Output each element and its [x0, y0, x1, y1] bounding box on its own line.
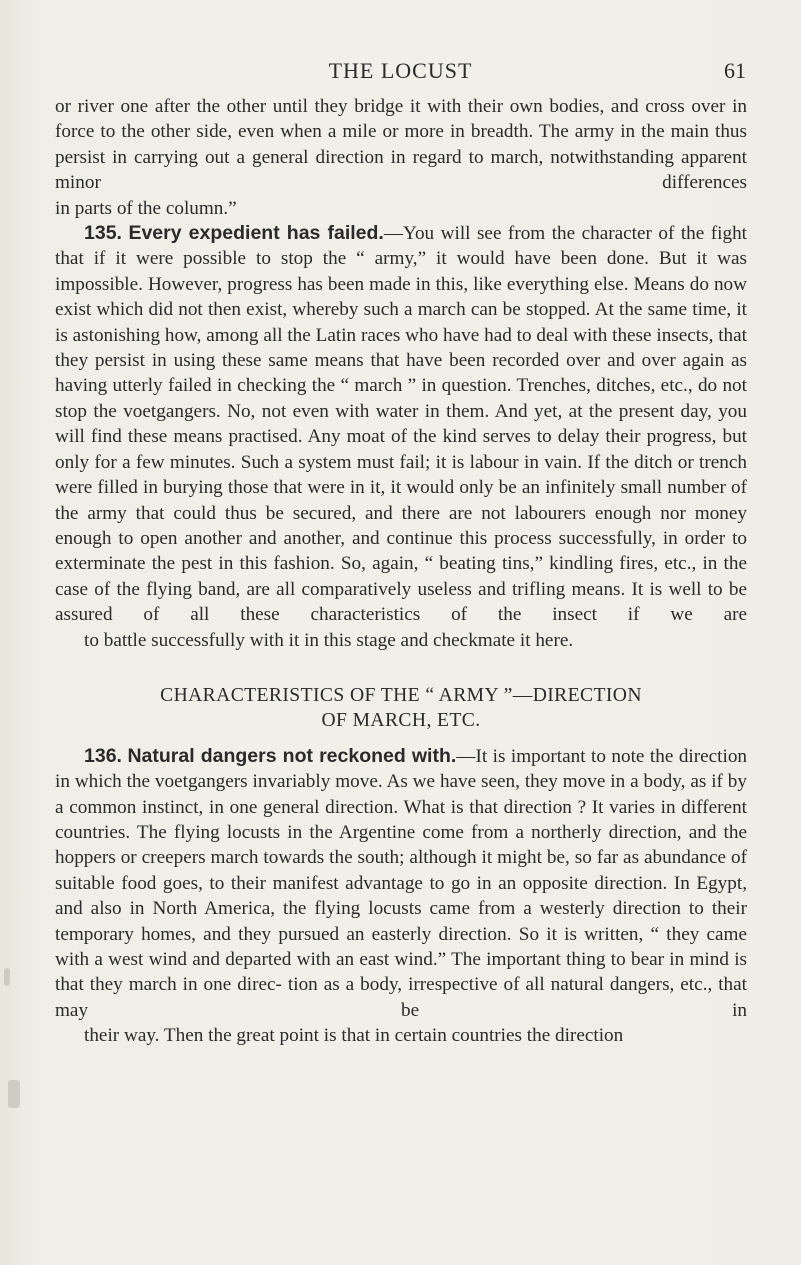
- section-text: —It is important to note the direction in which the voetgangers invariably move. As we have seen, they move in a body, as if by a common instinct, in one general direction. What is that direction ? It varies in different countries. The flying locusts in the Argentine come from a northerly direction, and the hoppers or creepers march towards the south; although it might be, so far as abundance of suitable food goes, to their manifest advantage to go in an opposite direction. In Egypt, and also in North America, the flying locusts came from a westerly direction to their temporary homes, and they pursued an easterly direction. So it is written, “ they came with a west wind and departed with an east wind.” The important thing to bear in mind is that they march in one direc- tion as a body, irrespective of all natural dangers, etc., that may be in: [55, 745, 748, 1021]
- section-title: Natural dangers not reckoned with.: [127, 744, 457, 767]
- subheading-line-2: OF MARCH, ETC.: [321, 710, 481, 732]
- paragraph-text: or river one after the other until they bridge it with their own bodies, and cross over in force to the other side, even when a mile or more in breadth. The army in the main thus persist in carrying out a general direction in regard to march, notwithstanding apparent minor differences: [55, 96, 747, 194]
- section-number: 136.: [84, 744, 122, 767]
- page-number: 61: [724, 58, 746, 83]
- section-135: [55, 221, 747, 653]
- paragraph-last-line: in parts of the column.”: [55, 197, 237, 219]
- body-text: [55, 94, 747, 1049]
- section-title: Every expedient has failed.: [128, 222, 384, 245]
- paragraph-continuation: [55, 94, 747, 221]
- subheading-line-1: CHARACTERISTICS OF THE “ ARMY ”—DIRECTION: [160, 684, 642, 706]
- running-head: [0, 56, 801, 86]
- section-number: 135.: [84, 222, 122, 245]
- running-title: THE LOCUST: [328, 58, 473, 83]
- chapter-subheading: [55, 683, 747, 734]
- section-136: [55, 744, 747, 1049]
- section-last-line: their way. Then the great point is that in certain countries the direction: [84, 1025, 624, 1047]
- section-last-line: to battle successfully with it in this stage and checkmate it here.: [84, 629, 574, 651]
- scan-smudge: [8, 1080, 20, 1108]
- section-text: —You will see from the character of the fight that if it were possible to stop the “ army,” it would have been done. But it was impossible. However, progress has been made in this, like everything else. Means do now exist which did not then exist, whereby such a march can be stopped. At the same time, it is astonishing how, among all the Latin races who have had to deal with these insects, that they persist in using these same means that have been recorded over and over again as having utterly failed in checking the “ march ” in question. Trenches, ditches, etc., do not stop the voetgangers. No, not even with water in them. And yet, at the present day, you will find these means practised. Any moat of the kind serves to delay their progress, but only for a few minutes. Such a system must fail; it is labour in vain. If the ditch or trench were filled in burying those that were in it, it would only be an infinitely small number of the army that could thus be secured, and there are not labourers enough nor money enough to open another and another, and continue this process successfully, in order to exterminate the pest in this fashion. So, again, “ beating tins,” kindling fires, etc., in the case of the flying band, are all comparatively useless and trifling means. It is well to be assured of all these characteristics of the insect if we are: [55, 223, 748, 626]
- scan-smudge: [4, 968, 10, 986]
